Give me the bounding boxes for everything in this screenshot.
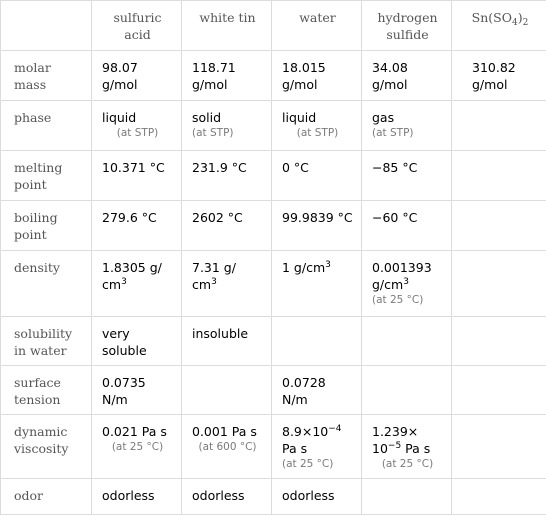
column-header-white-tin: white tin <box>182 1 272 51</box>
condition-note: (at 25 °C) <box>372 293 443 308</box>
cell-value <box>182 366 272 415</box>
cell-value <box>272 101 362 151</box>
condition-note: (at 600 °C) <box>192 440 263 455</box>
cell-value <box>452 251 546 317</box>
row-label: molar mass <box>1 51 92 101</box>
column-header-hydrogen-sulfide: hydrogen sulfide <box>362 1 452 51</box>
cell-value: 0.001 Pa s (at 600 °C) <box>182 415 272 479</box>
cell-value <box>92 101 182 151</box>
cell-value <box>452 101 546 151</box>
condition-note: (at STP) <box>372 126 443 141</box>
row-odor <box>1 479 546 515</box>
cell-value: 310.82 g/mol <box>452 51 546 101</box>
cell-value <box>272 317 362 366</box>
cell-value: 0.0728 N/m <box>272 366 362 415</box>
cell-value: 0 °C <box>272 151 362 201</box>
condition-note: (at 25 °C) <box>282 457 353 472</box>
cell-value: 99.9839 °C <box>272 201 362 251</box>
cell-value: 10.371 °C <box>92 151 182 201</box>
cell-value: 118.71 g/mol <box>182 51 272 101</box>
row-density <box>1 251 546 317</box>
cell-value: 0.001393 $g/cm^3$ (at 25 °C) <box>362 251 452 317</box>
cell-value: 1.239× $10^{-5}$ Pa s (at 25 °C) <box>362 415 452 479</box>
condition-note: (at 25 °C) <box>102 440 173 455</box>
cell-value: odorless <box>92 479 182 515</box>
row-label: odor <box>1 479 92 515</box>
cell-value: 7.31 g/ $cm^3$ <box>182 251 272 317</box>
cell-value <box>452 151 546 201</box>
row-phase <box>1 101 546 151</box>
cell-value: 0.0735 N/m <box>92 366 182 415</box>
row-label: phase <box>1 101 92 151</box>
cell-value: 279.6 °C <box>92 201 182 251</box>
condition-note: (at 25 °C) <box>372 457 443 472</box>
cell-value <box>452 366 546 415</box>
row-dynamic-viscosity <box>1 415 546 479</box>
corner-cell <box>1 1 92 51</box>
value-text: solid <box>192 110 221 125</box>
condition-note: (at STP) <box>192 126 263 141</box>
cell-value <box>452 415 546 479</box>
column-header-sulfuric-acid: sulfuric acid <box>92 1 182 51</box>
cell-value: 34.08 g/mol <box>362 51 452 101</box>
cell-value <box>362 366 452 415</box>
cell-value: 231.9 °C <box>182 151 272 201</box>
cell-value <box>182 101 272 151</box>
row-boiling-point <box>1 201 546 251</box>
row-label: density <box>1 251 92 317</box>
cell-value: 1 $g/cm^3$ <box>272 251 362 317</box>
row-label: dynamic viscosity <box>1 415 92 479</box>
cell-value: 0.021 Pa s (at 25 °C) <box>92 415 182 479</box>
cell-value: very soluble <box>92 317 182 366</box>
header-row <box>1 1 546 51</box>
row-label: boiling point <box>1 201 92 251</box>
condition-note: (at STP) <box>102 126 173 141</box>
cell-value: 2602 °C <box>182 201 272 251</box>
column-header-tin-sulfate: $Sn(SO_4)_2$ <box>452 1 546 51</box>
cell-value <box>452 479 546 515</box>
row-molar-mass <box>1 51 546 101</box>
cell-value: 18.015 g/mol <box>272 51 362 101</box>
value-text: liquid <box>102 110 136 125</box>
cell-value <box>452 317 546 366</box>
condition-note: (at STP) <box>282 126 353 141</box>
row-melting-point <box>1 151 546 201</box>
column-header-water: water <box>272 1 362 51</box>
cell-value <box>362 101 452 151</box>
row-surface-tension <box>1 366 546 415</box>
cell-value <box>362 479 452 515</box>
cell-value: insoluble <box>182 317 272 366</box>
cell-value: −85 °C <box>362 151 452 201</box>
value-text: gas <box>372 110 394 125</box>
cell-value: $8.9\times 10^{-4}$ Pa s (at 25 °C) <box>272 415 362 479</box>
row-label: solubility in water <box>1 317 92 366</box>
cell-value <box>362 317 452 366</box>
cell-value: −60 °C <box>362 201 452 251</box>
value-text: liquid <box>282 110 316 125</box>
cell-value <box>452 201 546 251</box>
cell-value: 98.07 g/mol <box>92 51 182 101</box>
cell-value: odorless <box>182 479 272 515</box>
row-solubility <box>1 317 546 366</box>
row-label: melting point <box>1 151 92 201</box>
row-label: surface tension <box>1 366 92 415</box>
cell-value: odorless <box>272 479 362 515</box>
cell-value: 1.8305 g/ $cm^3$ <box>92 251 182 317</box>
